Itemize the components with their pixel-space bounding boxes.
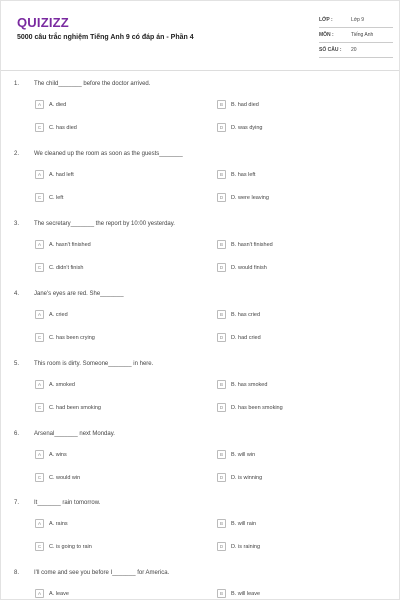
question-block (1, 81, 400, 151)
question-number: 4. (14, 291, 20, 297)
option-a[interactable] (35, 240, 91, 249)
option-text: D. had cried (231, 334, 261, 341)
question-text: Arsenal_______ next Monday. (34, 431, 115, 437)
option-text: A. wins (49, 451, 67, 458)
option-text: A. died (49, 101, 67, 108)
option-b[interactable] (217, 519, 256, 528)
option-c[interactable] (35, 123, 77, 132)
option-text: C. has died (49, 124, 77, 131)
option-letter-box: A (35, 380, 44, 389)
option-letter-box: B (217, 170, 226, 179)
meta-label: LỚP : (319, 17, 333, 23)
option-letter-box: A (35, 450, 44, 459)
option-d[interactable] (217, 333, 261, 342)
option-text: B. has smoked (231, 381, 268, 388)
option-letter-box: A (35, 100, 44, 109)
option-text: A. hasn't finished (49, 241, 91, 248)
option-letter-box: A (35, 170, 44, 179)
question-number: 7. (14, 500, 20, 506)
option-text: A. smoked (49, 381, 75, 388)
option-text: C. left (49, 194, 64, 201)
option-letter-box: C (35, 542, 44, 551)
option-a[interactable] (35, 310, 68, 319)
option-letter-box: D (217, 542, 226, 551)
meta-value: Lớp 9 (351, 17, 365, 23)
option-d[interactable] (217, 403, 283, 412)
option-letter-box: D (217, 123, 226, 132)
option-text: B. has cried (231, 311, 261, 318)
question-block (1, 500, 400, 570)
option-text: D. has been smoking (231, 404, 283, 411)
option-a[interactable] (35, 100, 66, 109)
option-letter-box: D (217, 193, 226, 202)
question-number: 2. (14, 151, 20, 157)
option-a[interactable] (35, 519, 68, 528)
meta-value: Tiếng Anh (351, 32, 374, 38)
option-letter-box: B (217, 100, 226, 109)
meta-value: 20 (351, 47, 357, 53)
option-text: C. had been smoking (49, 404, 101, 411)
option-letter-box: D (217, 263, 226, 272)
question-text: I'll come and see you before I_______ for America. (34, 570, 170, 576)
option-a[interactable] (35, 589, 69, 598)
question-number: 6. (14, 431, 20, 437)
option-letter-box: B (217, 450, 226, 459)
option-letter-box: C (35, 123, 44, 132)
option-text: A. rains (49, 520, 68, 527)
option-letter-box: C (35, 263, 44, 272)
option-d[interactable] (217, 193, 269, 202)
option-letter-box: D (217, 333, 226, 342)
meta-info-box (319, 13, 393, 58)
option-b[interactable] (217, 450, 255, 459)
option-d[interactable] (217, 123, 263, 132)
option-letter-box: B (217, 380, 226, 389)
option-c[interactable] (35, 542, 92, 551)
question-block (1, 291, 400, 361)
question-text: The child_______ before the doctor arrived. (34, 81, 151, 87)
option-c[interactable] (35, 403, 101, 412)
quizizz-logo: QUIZIZZ (17, 15, 69, 30)
meta-row-class (319, 13, 393, 28)
question-block (1, 361, 400, 431)
option-b[interactable] (217, 170, 255, 179)
option-letter-box: C (35, 333, 44, 342)
document-title: 5000 câu trắc nghiệm Tiếng Anh 9 có đáp án - Phần 4 (17, 34, 194, 41)
option-a[interactable] (35, 380, 75, 389)
question-number: 1. (14, 81, 20, 87)
option-c[interactable] (35, 193, 63, 202)
option-text: B. hasn't finished (231, 241, 273, 248)
option-c[interactable] (35, 473, 80, 482)
meta-label: SỐ CÂU : (319, 47, 342, 53)
question-text: This room is dirty. Someone_______ in here. (34, 361, 154, 367)
option-b[interactable] (217, 589, 260, 598)
question-text: The secretary_______ the report by 10:00 yesterday. (34, 221, 175, 227)
option-letter-box: D (217, 403, 226, 412)
option-text: B. has left (231, 171, 256, 178)
option-text: B. will leave (231, 590, 261, 597)
option-text: A. cried (49, 311, 68, 318)
option-d[interactable] (217, 542, 260, 551)
question-text: We cleaned up the room as soon as the guests_______ (34, 151, 183, 157)
option-text: C. would win (49, 474, 81, 481)
option-text: B. had died (231, 101, 259, 108)
option-a[interactable] (35, 170, 74, 179)
question-number: 5. (14, 361, 20, 367)
option-text: D. is raining (231, 543, 261, 550)
option-a[interactable] (35, 450, 67, 459)
question-block (1, 570, 400, 600)
option-letter-box: D (217, 473, 226, 482)
option-text: A. had left (49, 171, 74, 178)
option-c[interactable] (35, 263, 83, 272)
question-block (1, 431, 400, 501)
option-letter-box: A (35, 310, 44, 319)
option-letter-box: B (217, 519, 226, 528)
option-text: C. didn't finish (49, 264, 84, 271)
option-letter-box: B (217, 589, 226, 598)
option-letter-box: C (35, 193, 44, 202)
meta-row-count (319, 43, 393, 58)
option-letter-box: A (35, 589, 44, 598)
option-b[interactable] (217, 240, 273, 249)
question-block (1, 151, 400, 221)
option-text: D. would finish (231, 264, 267, 271)
option-c[interactable] (35, 333, 95, 342)
question-text: Jane's eyes are red. She_______ (34, 291, 124, 297)
header-divider (1, 70, 400, 71)
option-letter-box: B (217, 240, 226, 249)
option-b[interactable] (217, 100, 259, 109)
option-d[interactable] (217, 263, 267, 272)
option-text: D. was dying (231, 124, 263, 131)
question-number: 8. (14, 570, 20, 576)
option-b[interactable] (217, 380, 267, 389)
option-text: D. were leaving (231, 194, 269, 201)
option-letter-box: C (35, 403, 44, 412)
question-number: 3. (14, 221, 20, 227)
option-text: B. will rain (231, 520, 257, 527)
meta-row-subject (319, 28, 393, 43)
question-block (1, 221, 400, 291)
option-d[interactable] (217, 473, 262, 482)
option-text: A. leave (49, 590, 69, 597)
meta-label: MÔN : (319, 32, 334, 38)
option-text: C. has been crying (49, 334, 95, 341)
option-text: C. is going to rain (49, 543, 92, 550)
option-b[interactable] (217, 310, 260, 319)
option-text: D. is winning (231, 474, 263, 481)
question-text: It_______ rain tomorrow. (34, 500, 101, 506)
option-letter-box: B (217, 310, 226, 319)
option-letter-box: A (35, 240, 44, 249)
option-letter-box: A (35, 519, 44, 528)
option-letter-box: C (35, 473, 44, 482)
option-text: B. will win (231, 451, 256, 458)
